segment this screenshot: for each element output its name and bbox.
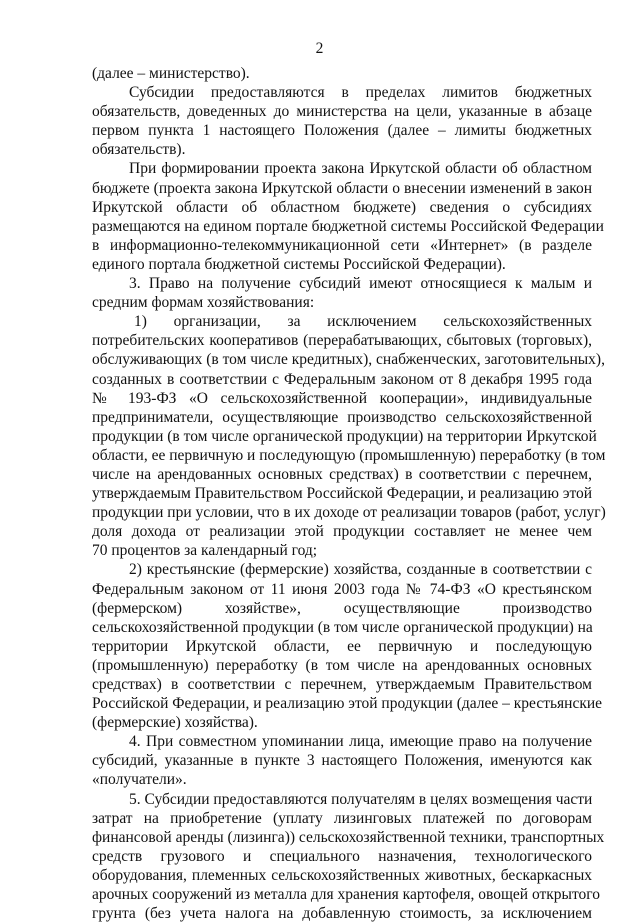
page-number: 2 <box>315 40 324 57</box>
text-line: сельскохозяйственной продукции (в том числе органической продукции) на <box>92 618 593 636</box>
text-line: № 193-ФЗ «О сельскохозяйственной кооперации», индивидуальные <box>92 389 592 407</box>
text-line: финансовой аренды (лизинга)) сельскохозяйственной техники, транспортных <box>92 828 605 846</box>
text-line: 1) организации, за исключением сельскохозяйственных <box>134 313 592 331</box>
text-line: области, ее первичную и последующую (промышленную) переработку (в том <box>92 446 606 464</box>
text-line: арочных сооружений из металла для хранения картофеля, овощей открытого <box>92 886 601 904</box>
text-line: единого портала бюджетной системы Российской Федерации). <box>92 255 506 273</box>
text-line: грунта (без учета налога на добавленную стоимость, за исключением <box>92 905 592 923</box>
text-line: При формировании проекта закона Иркутской области об областном <box>129 160 592 178</box>
text-line: обязательств, доведенных до министерства на цели, указанные в абзаце <box>92 103 592 121</box>
text-line: бюджете (проекта закона Иркутской области о внесении изменений в закон <box>92 179 592 197</box>
text-line: (промышленную) переработку (в том числе на арендованных основных <box>92 656 592 674</box>
text-line: Иркутской области об областном бюджете) сведения о субсидиях <box>92 198 592 216</box>
text-line: размещаются на едином портале бюджетной системы Российской Федерации <box>92 217 604 235</box>
text-line: Федеральным законом от 11 июня 2003 года № 74-ФЗ «О крестьянском <box>92 580 592 598</box>
text-line: средним формам хозяйствования: <box>92 294 315 312</box>
text-line: 3. Право на получение субсидий имеют относящиеся к малым и <box>129 275 592 293</box>
text-line: 5. Субсидии предоставляются получателям в целях возмещения части <box>129 790 593 808</box>
text-line: доля дохода от реализации этой продукции составляет не менее чем <box>92 523 592 541</box>
text-line: Российской Федерации, и реализацию этой продукции (далее – крестьянские <box>92 695 603 713</box>
text-line: числе на арендованных основных средствах) в соответствии с перечнем, <box>92 465 592 483</box>
text-line: утверждаемым Правительством Российской Федерации, и реализацию этой <box>92 485 593 503</box>
text-line: средств грузового и специального назначения, технологического <box>92 847 592 865</box>
text-line: 2) крестьянские (фермерские) хозяйства, созданные в соответствии с <box>129 561 592 579</box>
text-line: обязательств). <box>92 141 186 159</box>
text-line: оборудования, племенных сельскохозяйственных животных, бескаркасных <box>92 866 592 884</box>
text-line: предприниматели, осуществляющие производство сельскохозяйственной <box>92 408 592 426</box>
text-line: затрат на приобретение (уплату лизинговых платежей по договорам <box>92 809 592 827</box>
text-line: созданных в соответствии с Федеральным законом от 8 декабря 1995 года <box>92 370 592 388</box>
text-line: 4. При совместном упоминании лица, имеющие право на получение <box>129 733 592 751</box>
text-line: территории Иркутской области, ее первичную и последующую <box>92 637 592 655</box>
text-line: (далее – министерство). <box>92 65 250 82</box>
text-line: (фермерские) хозяйства). <box>92 714 258 732</box>
text-line: субсидий, указанные в пункте 3 настоящего Положения, именуются как <box>92 752 592 770</box>
text-line: Субсидии предоставляются в пределах лимитов бюджетных <box>129 84 592 102</box>
document-body <box>92 64 606 923</box>
text-line: «получатели». <box>92 771 187 789</box>
text-line: продукции (в том числе органической продукции) на территории Иркутской <box>92 427 597 445</box>
text-line: средствах) в соответствии с перечнем, утверждаемым Правительством <box>92 676 592 693</box>
text-line: первом пункта 1 настоящего Положения (далее – лимиты бюджетных <box>92 122 592 140</box>
text-line: продукции при условии, что в их доходе от реализации товаров (работ, услуг) <box>92 504 606 522</box>
text-line: обслуживающих (в том числе кредитных), снабженческих, заготовительных), <box>92 351 605 369</box>
text-line: (фермерском) хозяйстве», осуществляющие производство <box>92 599 592 617</box>
text-line: 70 процентов за календарный год; <box>92 542 318 560</box>
text-line: в информационно-телекоммуникационной сети «Интернет» (в разделе <box>92 236 592 254</box>
text-line: потребительских кооперативов (перерабатывающих, сбытовых (торговых), <box>92 332 592 350</box>
